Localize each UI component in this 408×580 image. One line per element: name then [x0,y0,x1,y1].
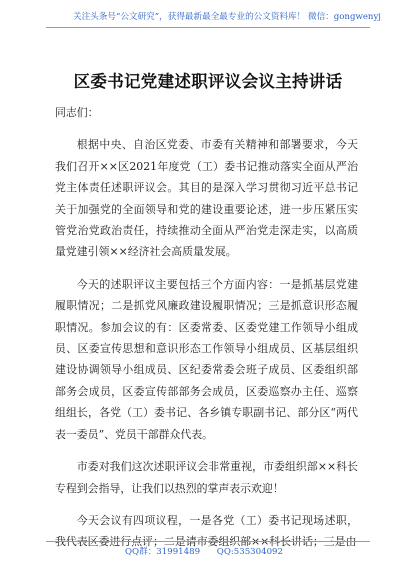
paragraph-1: 根据中央、自治区党委、市委有关精神和部署要求，今天我们召开××区2021年度党（工）委书记推动落实全面从严治党主体责任述职评议会。其目的是深入学习贯彻习近平总书记关于加强党的全面领导和党的建设重要论述，进一步压紧压实管党治党政治责任，持续推动全面从严治党走深走实，以高质量党建引领××经济社会高质量发展。 [55,138,358,259]
salutation: 同志们： [55,106,99,119]
footer-qq: QQ:535304092 [216,547,283,557]
header-promo-text: 关注头条号“公文研究”，获得最新最全最专业的公文资料库！ 微信：gongwenyj [73,12,381,22]
footer-contact [0,545,408,557]
paragraph-4: 今天会议有四项议程，一是各党（工）委书记现场述职，我代表区委进行点评；二是请市委组织部××科长讲话；三是由 [55,513,358,549]
paragraph-2: 今天的述职评议主要包括三个方面内容：一是抓基层党建履职情况；二是抓党风廉政建设履职情况；三是抓意识形态履职情况。参加会议的有：区委常委、区委党建工作领导小组成员、区委宣传思想和意识形态工作领导小组成员、区基层组织建设协调领导小组成员、区纪委常委会班子成员、区委组织部部务会成员，区委宣传部部务会成员，区委巡察办主任、巡察组组长，各党（工）委书记、各乡镇专职副书记、部分区“两代表一委员”、党员干部群众代表。 [55,277,358,441]
paragraph-3: 市委对我们这次述职评议会非常重视，市委组织部××科长专程到会指导，让我们以热烈的掌声表示欢迎！ [55,460,358,495]
header-divider [46,27,370,28]
footer-qq-group: QQ群：31991489 [125,547,201,557]
document-title: 区委书记党建述职评议会议主持讲话 [73,72,343,91]
footer-divider [46,541,370,542]
document-body [55,102,358,564]
